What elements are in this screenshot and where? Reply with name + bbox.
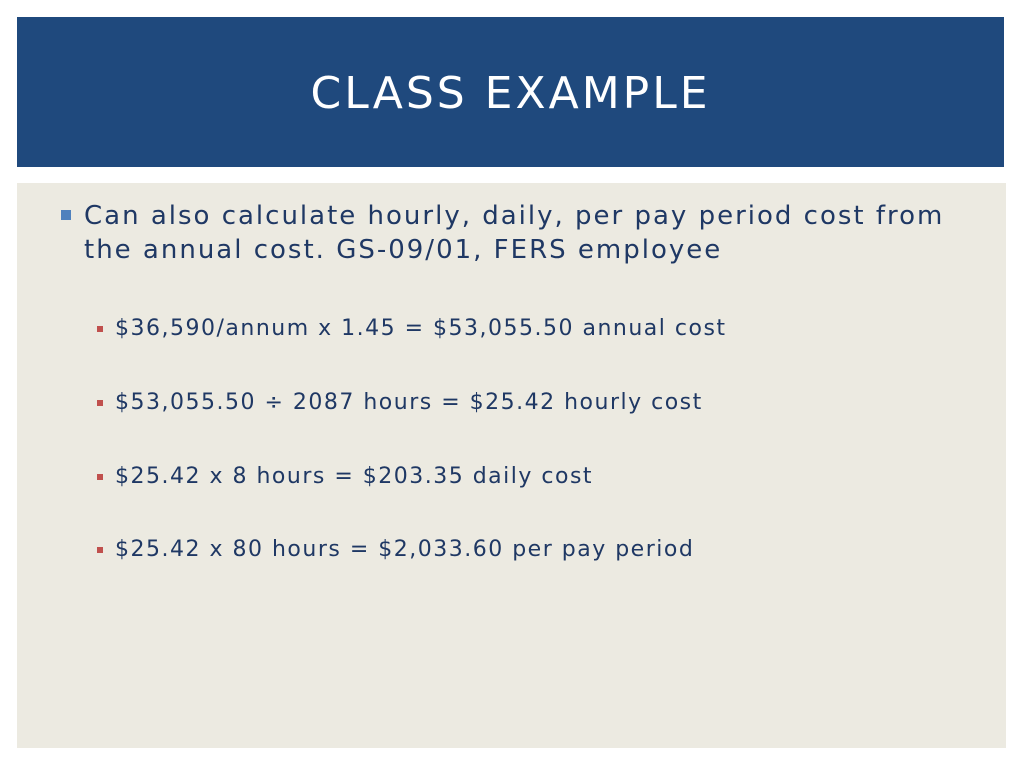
- square-bullet-icon: [61, 210, 71, 220]
- square-bullet-icon: [97, 547, 103, 553]
- sub-bullet-text: $25.42 x 80 hours = $2,033.60 per pay period: [115, 537, 695, 562]
- slide-title: CLASS EXAMPLE: [310, 67, 711, 119]
- sub-bullet-item: [97, 389, 703, 417]
- sub-bullet-item: [97, 536, 694, 564]
- title-bar: [17, 17, 1004, 167]
- bullet-item: [61, 199, 961, 267]
- square-bullet-icon: [97, 326, 103, 332]
- sub-bullet-text: $25.42 x 8 hours = $203.35 daily cost: [115, 464, 594, 489]
- bullet-text: Can also calculate hourly, daily, per pay period cost from the annual cost. GS-09/01, FERS employee: [84, 201, 945, 265]
- sub-bullet-item: [97, 315, 727, 343]
- square-bullet-icon: [97, 474, 103, 480]
- sub-bullet-text: $36,590/annum x 1.45 = $53,055.50 annual cost: [115, 316, 727, 341]
- square-bullet-icon: [97, 400, 103, 406]
- content-area: [17, 183, 1006, 748]
- sub-bullet-text: $53,055.50 ÷ 2087 hours = $25.42 hourly cost: [115, 390, 703, 415]
- sub-bullet-item: [97, 463, 593, 491]
